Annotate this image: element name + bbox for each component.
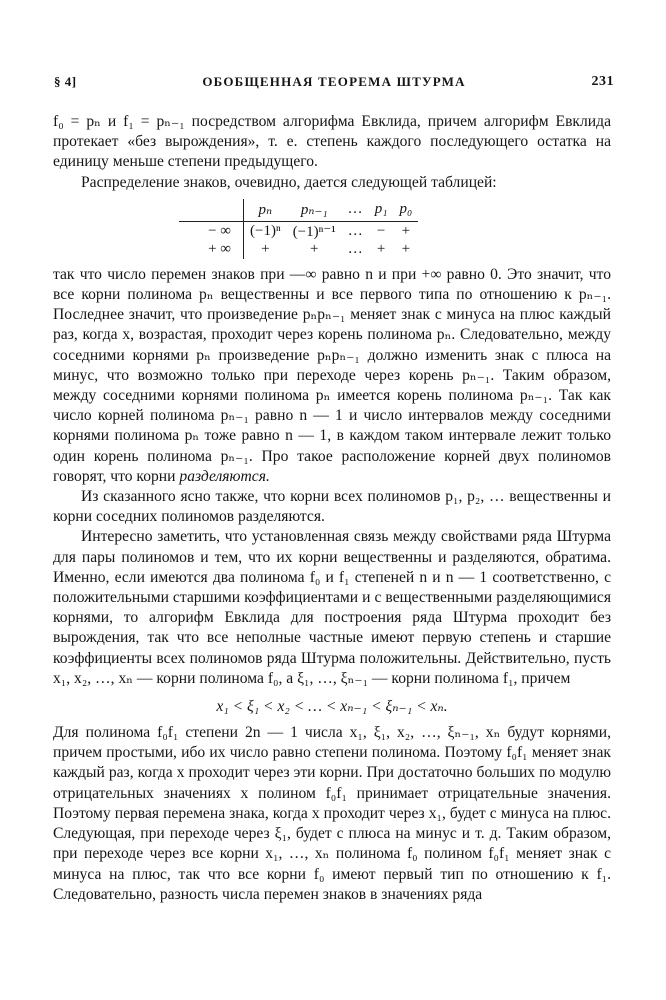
sign-table-row	[179, 221, 418, 241]
sign-table-cell: +	[261, 241, 270, 258]
section-marker: § 4]	[54, 74, 77, 89]
paragraph-4: Из сказанного ясно также, что корни всех полиномов p₁, p₂, … вещественны и корни соседних полиномов разделяются.	[53, 488, 611, 526]
sign-table-cell: …	[347, 241, 363, 258]
paragraph-5: Интересно заметить, что установленная связь между свойствами ряда Штурма для пары полиномов и тем, что их корни вещественны и разделяются, обратима. Именно, если имеются два полинома f₀ и f₁ степеней n и n — 1 соответственно, с положительными старшими коэффициентами и с вещественными разделяющимися корнями, то алгорифм Евклида для построения ряда Штурма проходит без вырождения, так что все неполные частные имеют первую степень и старшие коэффициенты всех полиномов ряда Штурма положительны. Действительно, пусть x₁, x₂, …, xₙ — корни полинома f₀, а ξ₁, …, ξₙ₋₁ — корни полинома f₁, причем	[53, 528, 611, 687]
page-body	[53, 112, 611, 905]
sign-table-header-row	[179, 199, 418, 222]
sign-table-col-header: pₙ	[244, 199, 287, 222]
sign-table-cell: (−1)ⁿ⁻¹	[292, 223, 336, 240]
sign-table-col-header: pₙ₋₁	[287, 199, 342, 222]
sign-table-cell: +	[401, 241, 411, 258]
sign-table-cell: +	[401, 222, 411, 239]
sign-table-row-label: − ∞	[208, 222, 231, 239]
emphasis-term: разделяются.	[179, 467, 270, 485]
sign-table-cell: +	[376, 241, 386, 258]
running-header	[54, 74, 614, 94]
sign-table-col-header: p₁	[369, 199, 394, 222]
sign-table-row-label: + ∞	[208, 241, 231, 258]
paragraph-3-text: так что число перемен знаков при —∞ равно n и при +∞ равно 0. Это значит, что все корни полинома pₙ вещественны и все первого типа по отношению к pₙ₋₁. Последнее значит, что произведение pₙpₙ₋₁ меняет знак с минуса на плюс каждый раз, когда x, возрастая, проходит через корень полинома pₙ. Следовательно, между соседними корнями pₙ произведение pₙpₙ₋₁ должно изменить знак с плюса на минус, что возможно только при переходе через корень pₙ₋₁. Таким образом, между соседними корнями полинома pₙ имеется корень полинома pₙ₋₁. Так как число корней полинома pₙ₋₁ равно n — 1 и число интервалов между соседними корнями полинома pₙ тоже равно n — 1, в каждом таком интервале лежит только один корень полинома pₙ₋₁. Про такое расположение корней двух полиномов говорят, что корни	[53, 265, 611, 485]
sign-table-cell: −	[376, 222, 386, 239]
sign-table-col-header: p₀	[394, 199, 419, 222]
sign-table	[179, 199, 418, 259]
paragraph-6: Для полинома f₀f₁ степени 2n — 1 числа x₁, ξ₁, x₂, …, ξₙ₋₁, xₙ будут корнями, причем простыми, ибо их число равно степени полинома. Поэтому f₀f₁ меняет знак каждый раз, когда x проходит через эти корни. При достаточно больших по модулю отрицательных значениях x полином f₀f₁ принимает отрицательные значения. Поэтому первая перемена знака, когда x проходит через x₁, будет с минуса на плюс. Следующая, при переходе через ξ₁, будет с плюса на минус и т. д. Таким образом, при переходе через все корни x₁, …, xₙ полинома f₀ полином f₀f₁ меняет знак с минуса на плюс, так что все корни f₀ имеют первый тип по отношению к f₁. Следовательно, разность числа перемен знаков в значениях ряда	[53, 724, 611, 903]
sign-table-cell: +	[310, 241, 319, 258]
sign-table-col-header: …	[342, 199, 369, 222]
running-title: ОБОБЩЕННАЯ ТЕОРЕМА ШТУРМА	[202, 74, 466, 89]
sign-table-cell: …	[347, 222, 363, 239]
sign-table-corner	[179, 199, 244, 222]
paragraph-1: f₀ = pₙ и f₁ = pₙ₋₁ посредством алгорифма Евклида, причем алгорифм Евклида протекает «без вырождения», т. е. степень каждого последующего остатка на единицу меньше степени предыдущего.	[53, 113, 611, 171]
paragraph-2: Распределение знаков, очевидно, дается следующей таблицей:	[81, 173, 497, 191]
inequality-formula: x₁ < ξ₁ < x₂ < … < xₙ₋₁ < ξₙ₋₁ < xₙ.	[216, 698, 448, 716]
sign-table-cell: (−1)ⁿ	[250, 222, 281, 239]
sign-table-row	[179, 241, 418, 259]
paragraph-3	[53, 265, 611, 487]
page-number: 231	[591, 74, 614, 89]
